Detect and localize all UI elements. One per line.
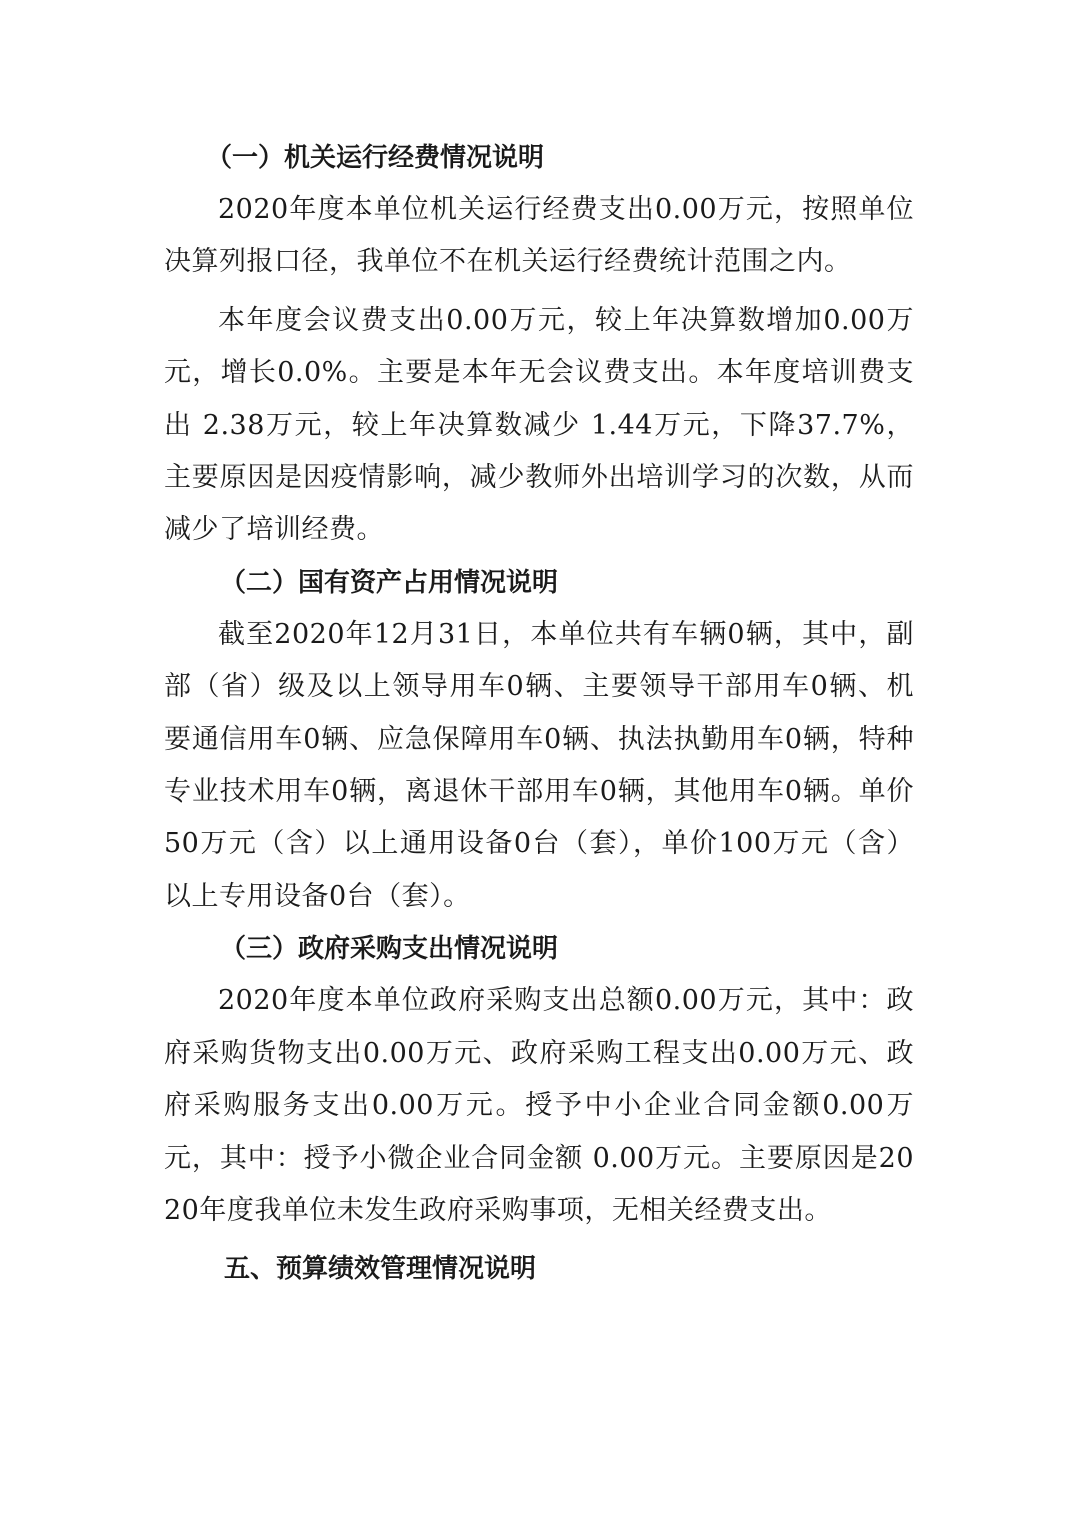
paragraph-government-procurement: 2020年度本单位政府采购支出总额0.00万元，其中：政府采购货物支出0.00万元、政府采购工程支出0.00万元、政府采购服务支出0.00万元。授予中小企业合同金额0.00万元，其中：授予小微企业合同金额 0.00万元。主要原因是2020年度我单位未发生政府采购事项，无相关经费支出。 (164, 985, 914, 1226)
section-heading-government-procurement: （三）政府采购支出情况说明 (220, 934, 559, 965)
document-page (164, 132, 914, 1295)
paragraph-meeting-training-fees: 本年度会议费支出0.00万元，较上年决算数增加0.00万元，增长0.0%。主要是本年无会议费支出。本年度培训费支出 2.38万元，较上年决算数减少 1.44万元，下降37.7%，主要原因是因疫情影响，减少教师外出培训学习的次数，从而减少了培训经费。 (164, 304, 914, 546)
section-heading-state-assets: （二）国有资产占用情况说明 (220, 567, 559, 598)
paragraph-state-assets: 截至2020年12月31日，本单位共有车辆0辆，其中，副部（省）级及以上领导用车0辆、主要领导干部用车0辆、机要通信用车0辆、应急保障用车0辆、执法执勤用车0辆，特种专业技术用车0辆，离退休干部用车0辆，其他用车0辆。单价50万元（含）以上通用设备0台（套），单价100万元（含）以上专用设备0台（套）。 (164, 618, 914, 912)
section-heading-operating-expenses: （一）机关运行经费情况说明 (206, 143, 545, 173)
section-heading-budget-performance: 五、预算绩效管理情况说明 (224, 1254, 537, 1285)
paragraph-operating-expenses: 2020年度本单位机关运行经费支出0.00万元，按照单位决算列报口径，我单位不在机关运行经费统计范围之内。 (164, 194, 914, 278)
